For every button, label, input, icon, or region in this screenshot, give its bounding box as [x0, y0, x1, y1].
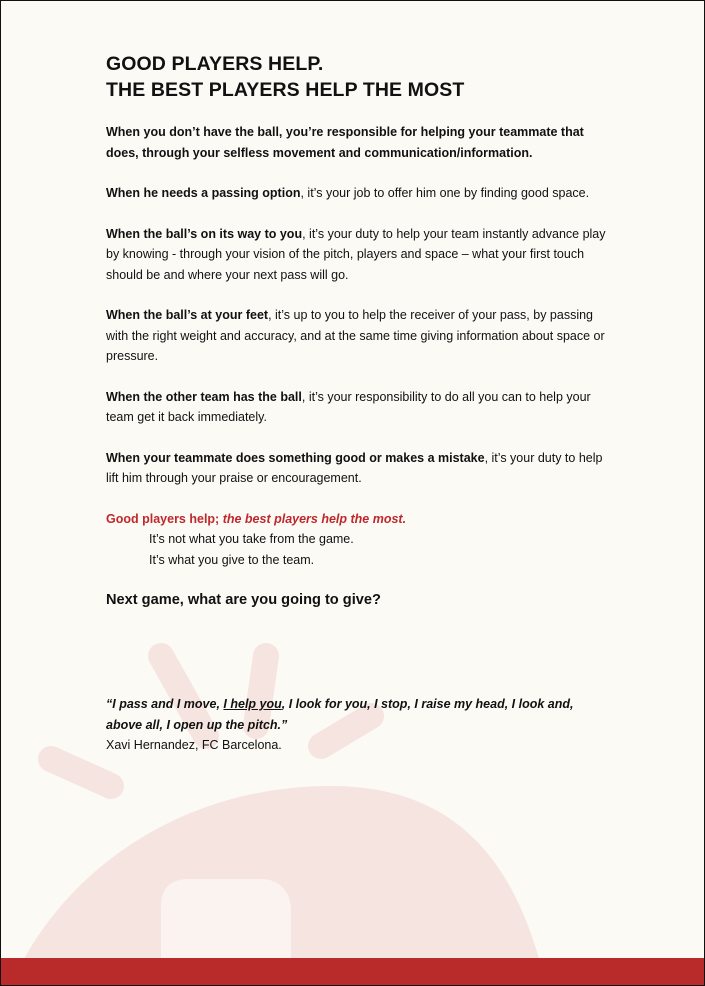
situation-paragraph: [106, 224, 606, 286]
situation-lead: When your teammate does something good or makes a mistake: [106, 450, 485, 465]
footer-bar: [1, 958, 704, 985]
situation-text: , it’s your duty to help your team instantly advance play by knowing - through your vision of the pitch, players and space – what your first touch should be and where your next pass will go.: [106, 226, 606, 282]
situation-text: , it’s your responsibility to do all you can to help your team get it back immediately.: [106, 389, 591, 424]
motto-line: [106, 509, 606, 530]
document-body: [106, 51, 606, 756]
page-title: [106, 51, 606, 103]
quote-part-1: “I pass and I move,: [106, 697, 224, 711]
motto-part-1: Good players help;: [106, 511, 223, 526]
situation-lead: When the ball’s on its way to you: [106, 226, 303, 241]
situation-lead: When the ball’s at your feet: [106, 308, 269, 322]
motto-part-2: the best players help the most.: [222, 511, 407, 526]
closing-question: Next game, what are you going to give?: [106, 592, 381, 608]
title-line-1: GOOD PLAYERS HELP.: [106, 53, 324, 75]
situation-lead: When he needs a passing option: [106, 186, 301, 200]
situation-text: , it’s your job to offer him one by finding good space.: [300, 186, 590, 200]
situation-text: , it’s your duty to help lift him through your praise or encouragement.: [106, 450, 603, 485]
situation-lead: When the other team has the ball: [106, 389, 302, 404]
xavi-quote: [106, 694, 606, 735]
quote-underlined: I help you: [223, 697, 282, 711]
situation-text: , it’s up to you to help the receiver of your pass, by passing with the right weight and accuracy, and at the same time giving information about space or pressure.: [106, 308, 605, 363]
title-line-2: THE BEST PLAYERS HELP THE MOST: [106, 79, 465, 101]
situation-paragraph: [106, 305, 606, 367]
motto-indent-line-1: It’s not what you take from the game.: [149, 532, 354, 546]
quote-part-2: , I look for you, I stop, I raise my head, I look and, above all, I open up the pitch.”: [106, 697, 574, 732]
quote-attribution: Xavi Hernandez, FC Barcelona.: [106, 738, 282, 752]
situation-paragraph: [106, 183, 606, 204]
motto-indent-line-2: It’s what you give to the team.: [149, 552, 315, 567]
situation-paragraph: [106, 387, 606, 428]
situation-paragraph: [106, 448, 606, 489]
intro-paragraph: When you don’t have the ball, you’re responsible for helping your teammate that does, through your selfless movement and communication/information.: [106, 125, 584, 160]
